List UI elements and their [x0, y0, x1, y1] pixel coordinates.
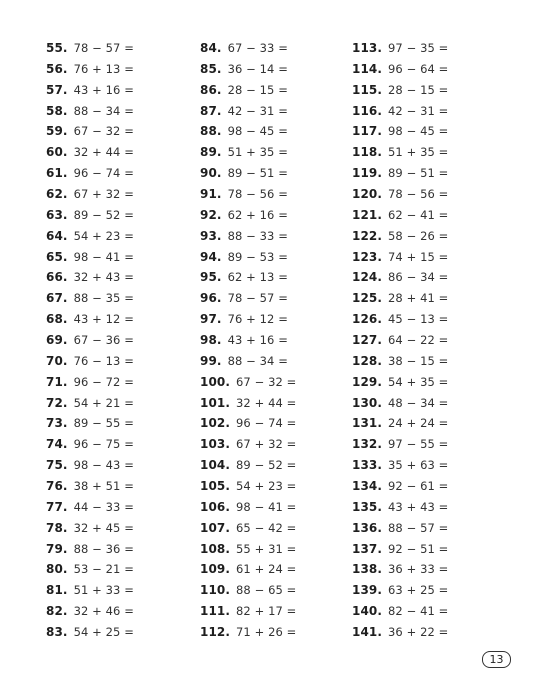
- problem-expression: 35 + 63 =: [388, 458, 449, 473]
- problem-number: 66.: [46, 270, 68, 285]
- problem-expression: 67 − 33 =: [227, 41, 288, 55]
- problem-number: 80.: [46, 562, 68, 577]
- math-problem: [352, 288, 448, 309]
- problem-number: 124.: [352, 270, 383, 285]
- problem-number: 94.: [200, 249, 222, 264]
- problem-number: 73.: [46, 416, 68, 431]
- problem-number: 119.: [352, 166, 383, 181]
- problem-expression: 36 − 14 =: [227, 61, 288, 76]
- problem-number: 122.: [352, 228, 383, 243]
- problem-number: 82.: [46, 604, 68, 619]
- math-problem: [200, 434, 296, 455]
- problem-expression: 96 − 64 =: [388, 61, 449, 76]
- problem-expression: 28 − 15 =: [388, 82, 449, 97]
- problem-number: 55.: [46, 41, 68, 55]
- problem-number: 101.: [200, 395, 231, 410]
- math-problem: [46, 455, 134, 476]
- problem-number: 118.: [352, 145, 383, 160]
- math-problem: [46, 247, 134, 268]
- math-problem: [352, 497, 448, 518]
- problem-expression: 89 − 51 =: [388, 166, 449, 181]
- math-problem: [352, 267, 448, 288]
- problem-expression: 82 + 17 =: [236, 604, 297, 619]
- problem-expression: 43 + 12 =: [73, 312, 134, 327]
- problem-number: 67.: [46, 291, 68, 306]
- problem-number: 133.: [352, 458, 383, 473]
- math-problem: [46, 413, 134, 434]
- math-problem: [46, 351, 134, 372]
- math-problem: [200, 184, 296, 205]
- problem-expression: 98 − 45 =: [388, 124, 449, 139]
- math-problem: [200, 330, 296, 351]
- problem-number: 63.: [46, 207, 68, 222]
- problem-number: 136.: [352, 520, 383, 535]
- problem-number: 137.: [352, 541, 383, 556]
- math-problem: [46, 59, 134, 80]
- math-problem: [352, 309, 448, 330]
- problem-number: 96.: [200, 291, 222, 306]
- problem-expression: 38 − 15 =: [388, 353, 449, 368]
- problem-column-3: [352, 38, 448, 643]
- problem-expression: 92 − 51 =: [388, 541, 449, 556]
- problem-expression: 74 + 15 =: [388, 249, 449, 264]
- problem-number: 98.: [200, 333, 222, 348]
- math-problem: [200, 539, 296, 560]
- problem-number: 99.: [200, 353, 222, 368]
- math-problem: [352, 455, 448, 476]
- problem-expression: 45 − 13 =: [388, 312, 449, 327]
- problem-number: 140.: [352, 604, 383, 619]
- problem-number: 64.: [46, 228, 68, 243]
- problem-number: 93.: [200, 228, 222, 243]
- problem-number: 87.: [200, 103, 222, 118]
- problem-expression: 36 + 33 =: [388, 562, 449, 577]
- problem-column-1: [46, 38, 134, 643]
- problem-expression: 88 − 65 =: [236, 583, 297, 598]
- problem-number: 59.: [46, 124, 68, 139]
- math-problem: [46, 476, 134, 497]
- math-problem: [352, 622, 448, 643]
- math-problem: [352, 121, 448, 142]
- math-problem: [352, 226, 448, 247]
- problem-number: 130.: [352, 395, 383, 410]
- math-problem: [200, 80, 296, 101]
- problem-expression: 65 − 42 =: [236, 520, 297, 535]
- problem-number: 128.: [352, 353, 383, 368]
- problem-number: 127.: [352, 333, 383, 348]
- problem-number: 103.: [200, 437, 231, 452]
- math-problem: [46, 184, 134, 205]
- problem-number: 111.: [200, 604, 231, 619]
- problem-expression: 43 + 16 =: [227, 333, 288, 348]
- math-problem: [352, 351, 448, 372]
- problem-number: 65.: [46, 249, 68, 264]
- math-problem: [200, 580, 296, 601]
- math-problem: [200, 372, 296, 393]
- problem-number: 131.: [352, 416, 383, 431]
- problem-expression: 44 − 33 =: [73, 499, 134, 514]
- math-problem: [200, 247, 296, 268]
- problem-expression: 42 − 31 =: [388, 103, 449, 118]
- math-problem: [46, 288, 134, 309]
- problem-number: 139.: [352, 583, 383, 598]
- problem-expression: 67 + 32 =: [73, 187, 134, 202]
- problem-expression: 54 + 23 =: [236, 479, 297, 494]
- math-problem: [352, 372, 448, 393]
- math-problem: [46, 580, 134, 601]
- math-problem: [46, 518, 134, 539]
- problem-expression: 88 − 34 =: [227, 353, 288, 368]
- problem-number: 107.: [200, 520, 231, 535]
- problem-number: 76.: [46, 479, 68, 494]
- problem-number: 68.: [46, 312, 68, 327]
- problem-expression: 97 − 55 =: [388, 437, 449, 452]
- problem-number: 89.: [200, 145, 222, 160]
- problem-expression: 64 − 22 =: [388, 333, 449, 348]
- problem-expression: 89 − 51 =: [227, 166, 288, 181]
- problem-number: 132.: [352, 437, 383, 452]
- math-problem: [352, 80, 448, 101]
- math-problem: [352, 601, 448, 622]
- problem-expression: 43 + 16 =: [73, 82, 134, 97]
- problem-number: 79.: [46, 541, 68, 556]
- problem-expression: 67 − 32 =: [73, 124, 134, 139]
- problem-expression: 51 + 33 =: [73, 583, 134, 598]
- math-problem: [352, 539, 448, 560]
- math-problem: [352, 559, 448, 580]
- math-problem: [46, 267, 134, 288]
- problem-expression: 96 − 75 =: [73, 437, 134, 452]
- math-problem: [352, 101, 448, 122]
- problem-number: 121.: [352, 207, 383, 222]
- problem-number: 77.: [46, 499, 68, 514]
- problem-expression: 28 + 41 =: [388, 291, 449, 306]
- math-problem: [46, 205, 134, 226]
- problem-expression: 67 + 32 =: [236, 437, 297, 452]
- problem-expression: 96 − 72 =: [73, 374, 134, 389]
- problem-number: 112.: [200, 625, 231, 640]
- math-problem: [200, 309, 296, 330]
- problem-number: 126.: [352, 312, 383, 327]
- problem-number: 72.: [46, 395, 68, 410]
- problem-expression: 98 − 41 =: [236, 499, 297, 514]
- math-problem: [46, 121, 134, 142]
- math-problem: [200, 393, 296, 414]
- math-problem: [200, 455, 296, 476]
- problem-expression: 97 − 35 =: [388, 41, 449, 55]
- problem-expression: 62 + 16 =: [227, 207, 288, 222]
- problem-number: 135.: [352, 499, 383, 514]
- problem-number: 123.: [352, 249, 383, 264]
- problem-number: 74.: [46, 437, 68, 452]
- math-problem: [46, 601, 134, 622]
- problem-expression: 89 − 52 =: [236, 458, 297, 473]
- problem-number: 58.: [46, 103, 68, 118]
- problem-expression: 89 − 52 =: [73, 207, 134, 222]
- problem-number: 110.: [200, 583, 231, 598]
- problem-number: 86.: [200, 82, 222, 97]
- math-problem: [200, 601, 296, 622]
- problem-expression: 82 − 41 =: [388, 604, 449, 619]
- page-number: 13: [482, 651, 511, 668]
- problem-number: 109.: [200, 562, 231, 577]
- problem-number: 115.: [352, 82, 383, 97]
- problem-number: 71.: [46, 374, 68, 389]
- problem-number: 134.: [352, 479, 383, 494]
- math-problem: [352, 142, 448, 163]
- problem-expression: 32 + 46 =: [73, 604, 134, 619]
- math-problem: [200, 267, 296, 288]
- problem-number: 114.: [352, 61, 383, 76]
- problem-expression: 78 − 57 =: [73, 41, 134, 55]
- problem-number: 70.: [46, 353, 68, 368]
- problem-expression: 98 − 43 =: [73, 458, 134, 473]
- problem-number: 57.: [46, 82, 68, 97]
- problem-expression: 51 + 35 =: [227, 145, 288, 160]
- problem-expression: 32 + 44 =: [236, 395, 297, 410]
- problem-expression: 32 + 43 =: [73, 270, 134, 285]
- problem-number: 116.: [352, 103, 383, 118]
- problem-expression: 78 − 57 =: [227, 291, 288, 306]
- math-problem: [200, 497, 296, 518]
- problem-number: 141.: [352, 625, 383, 640]
- problem-expression: 78 − 56 =: [227, 187, 288, 202]
- problem-number: 88.: [200, 124, 222, 139]
- math-problem: [200, 622, 296, 643]
- problem-expression: 67 − 32 =: [236, 374, 297, 389]
- problem-number: 62.: [46, 187, 68, 202]
- problem-expression: 54 + 21 =: [73, 395, 134, 410]
- problem-expression: 28 − 15 =: [227, 82, 288, 97]
- problem-expression: 89 − 55 =: [73, 416, 134, 431]
- math-problem: [46, 497, 134, 518]
- problem-number: 92.: [200, 207, 222, 222]
- problem-expression: 43 + 43 =: [388, 499, 449, 514]
- problem-number: 100.: [200, 374, 231, 389]
- math-problem: [352, 434, 448, 455]
- math-problem: [352, 476, 448, 497]
- problem-expression: 32 + 45 =: [73, 520, 134, 535]
- math-problem: [46, 38, 134, 59]
- problem-number: 102.: [200, 416, 231, 431]
- math-problem: [200, 163, 296, 184]
- math-problem: [352, 247, 448, 268]
- math-problem: [352, 38, 448, 59]
- problem-expression: 54 + 25 =: [73, 625, 134, 640]
- math-problem: [200, 288, 296, 309]
- problem-column-2: [200, 38, 296, 643]
- problem-expression: 76 + 13 =: [73, 61, 134, 76]
- math-problem: [352, 413, 448, 434]
- problem-expression: 38 + 51 =: [73, 479, 134, 494]
- problem-number: 117.: [352, 124, 383, 139]
- problem-expression: 36 + 22 =: [388, 625, 449, 640]
- math-problem: [352, 518, 448, 539]
- problem-expression: 98 − 45 =: [227, 124, 288, 139]
- problem-expression: 62 + 13 =: [227, 270, 288, 285]
- problem-number: 105.: [200, 479, 231, 494]
- problem-expression: 62 − 41 =: [388, 207, 449, 222]
- problem-expression: 96 − 74 =: [236, 416, 297, 431]
- math-problem: [200, 226, 296, 247]
- problem-expression: 55 + 31 =: [236, 541, 297, 556]
- math-problem: [200, 121, 296, 142]
- math-problem: [46, 80, 134, 101]
- math-problem: [46, 372, 134, 393]
- math-problem: [46, 101, 134, 122]
- math-problem: [352, 59, 448, 80]
- problem-expression: 96 − 74 =: [73, 166, 134, 181]
- problem-expression: 88 − 33 =: [227, 228, 288, 243]
- problem-expression: 76 − 13 =: [73, 353, 134, 368]
- problem-expression: 54 + 23 =: [73, 228, 134, 243]
- problem-number: 129.: [352, 374, 383, 389]
- math-problem: [46, 434, 134, 455]
- math-problem: [46, 559, 134, 580]
- math-problem: [46, 330, 134, 351]
- problem-expression: 48 − 34 =: [388, 395, 449, 410]
- problem-expression: 63 + 25 =: [388, 583, 449, 598]
- problem-expression: 88 − 36 =: [73, 541, 134, 556]
- math-problem: [352, 184, 448, 205]
- math-problem: [46, 163, 134, 184]
- problem-expression: 54 + 35 =: [388, 374, 449, 389]
- problem-expression: 88 − 57 =: [388, 520, 449, 535]
- problem-number: 81.: [46, 583, 68, 598]
- problem-number: 90.: [200, 166, 222, 181]
- problem-expression: 42 − 31 =: [227, 103, 288, 118]
- problem-number: 84.: [200, 41, 222, 55]
- math-problem: [352, 580, 448, 601]
- problem-expression: 88 − 34 =: [73, 103, 134, 118]
- problem-number: 104.: [200, 458, 231, 473]
- problem-number: 85.: [200, 61, 222, 76]
- math-problem: [200, 38, 296, 59]
- problem-expression: 76 + 12 =: [227, 312, 288, 327]
- math-problem: [46, 393, 134, 414]
- math-problem: [200, 559, 296, 580]
- math-problem: [46, 142, 134, 163]
- math-problem: [352, 330, 448, 351]
- problem-number: 83.: [46, 625, 68, 640]
- problem-expression: 98 − 41 =: [73, 249, 134, 264]
- problem-number: 69.: [46, 333, 68, 348]
- problem-number: 120.: [352, 187, 383, 202]
- problem-expression: 86 − 34 =: [388, 270, 449, 285]
- problem-expression: 32 + 44 =: [73, 145, 134, 160]
- problem-number: 60.: [46, 145, 68, 160]
- problem-expression: 78 − 56 =: [388, 187, 449, 202]
- problem-number: 138.: [352, 562, 383, 577]
- problem-expression: 88 − 35 =: [73, 291, 134, 306]
- math-problem: [352, 393, 448, 414]
- problem-number: 95.: [200, 270, 222, 285]
- math-problem: [352, 205, 448, 226]
- problem-expression: 51 + 35 =: [388, 145, 449, 160]
- math-problem: [200, 59, 296, 80]
- problem-number: 61.: [46, 166, 68, 181]
- problem-number: 78.: [46, 520, 68, 535]
- problem-expression: 61 + 24 =: [236, 562, 297, 577]
- math-problem: [46, 226, 134, 247]
- problem-expression: 67 − 36 =: [73, 333, 134, 348]
- math-problem: [200, 351, 296, 372]
- problem-expression: 53 − 21 =: [73, 562, 134, 577]
- math-problem: [200, 205, 296, 226]
- math-problem: [200, 518, 296, 539]
- math-problem: [200, 101, 296, 122]
- math-problem: [46, 622, 134, 643]
- problem-expression: 89 − 53 =: [227, 249, 288, 264]
- problem-number: 113.: [352, 41, 383, 55]
- problem-number: 97.: [200, 312, 222, 327]
- problem-number: 91.: [200, 187, 222, 202]
- math-problem: [46, 309, 134, 330]
- problem-number: 56.: [46, 61, 68, 76]
- problem-number: 75.: [46, 458, 68, 473]
- problem-number: 108.: [200, 541, 231, 556]
- math-problem: [46, 539, 134, 560]
- problem-expression: 58 − 26 =: [388, 228, 449, 243]
- math-problem: [200, 476, 296, 497]
- math-problem: [200, 142, 296, 163]
- problem-number: 106.: [200, 499, 231, 514]
- math-problem: [352, 163, 448, 184]
- problem-expression: 92 − 61 =: [388, 479, 449, 494]
- math-problem: [200, 413, 296, 434]
- problem-expression: 71 + 26 =: [236, 625, 297, 640]
- problem-expression: 24 + 24 =: [388, 416, 449, 431]
- problem-number: 125.: [352, 291, 383, 306]
